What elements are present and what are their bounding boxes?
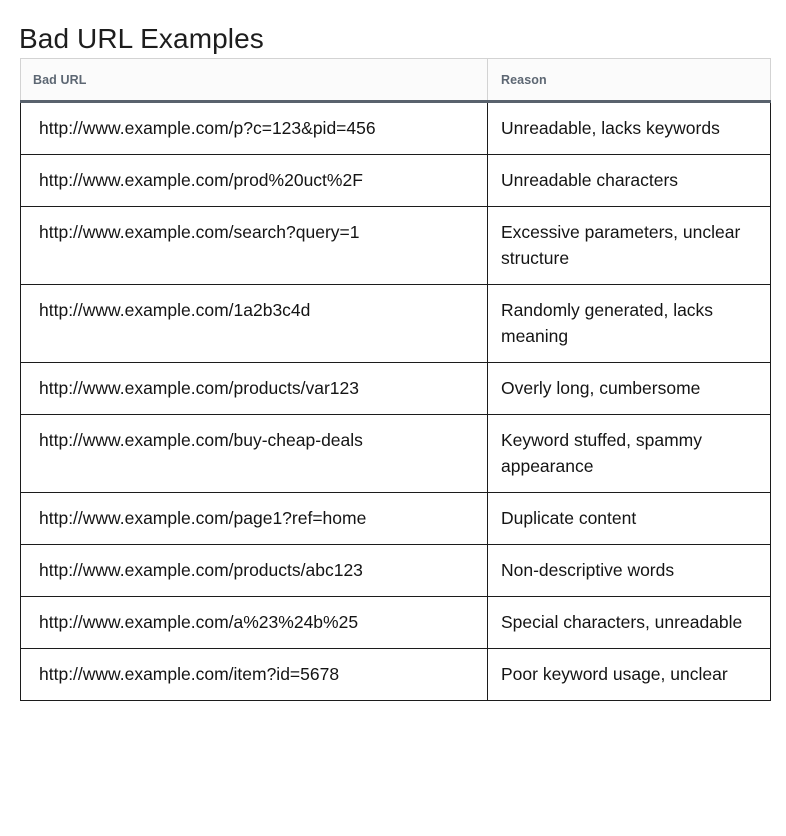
table-header <box>21 59 771 102</box>
cell-reason: Poor keyword usage, unclear <box>488 649 771 701</box>
cell-reason: Unreadable characters <box>488 155 771 207</box>
table-header-row <box>21 59 771 102</box>
bad-url-table-container <box>20 58 770 701</box>
cell-reason: Keyword stuffed, spammy appearance <box>488 415 771 493</box>
table-row <box>21 597 771 649</box>
table-row <box>21 545 771 597</box>
cell-reason: Excessive parameters, unclear structure <box>488 207 771 285</box>
page-title: Bad URL Examples <box>19 22 264 54</box>
column-header-bad-url: Bad URL <box>21 59 488 102</box>
cell-bad-url: http://www.example.com/products/abc123 <box>21 545 488 597</box>
cell-reason: Duplicate content <box>488 493 771 545</box>
table-row <box>21 285 771 363</box>
cell-bad-url: http://www.example.com/p?c=123&pid=456 <box>21 102 488 155</box>
table-row <box>21 493 771 545</box>
cell-bad-url: http://www.example.com/buy-cheap-deals <box>21 415 488 493</box>
table-body <box>21 102 771 701</box>
cell-reason: Randomly generated, lacks meaning <box>488 285 771 363</box>
cell-bad-url: http://www.example.com/1a2b3c4d <box>21 285 488 363</box>
bad-url-table <box>20 58 771 701</box>
cell-reason: Unreadable, lacks keywords <box>488 102 771 155</box>
column-header-reason: Reason <box>488 59 771 102</box>
table-row <box>21 649 771 701</box>
table-row <box>21 155 771 207</box>
table-row <box>21 415 771 493</box>
cell-bad-url: http://www.example.com/products/var123 <box>21 363 488 415</box>
cell-reason: Overly long, cumbersome <box>488 363 771 415</box>
cell-bad-url: http://www.example.com/a%23%24b%25 <box>21 597 488 649</box>
table-row <box>21 363 771 415</box>
cell-reason: Special characters, unreadable <box>488 597 771 649</box>
cell-bad-url: http://www.example.com/search?query=1 <box>21 207 488 285</box>
cell-reason: Non-descriptive words <box>488 545 771 597</box>
cell-bad-url: http://www.example.com/item?id=5678 <box>21 649 488 701</box>
cell-bad-url: http://www.example.com/prod%20uct%2F <box>21 155 488 207</box>
table-row <box>21 207 771 285</box>
cell-bad-url: http://www.example.com/page1?ref=home <box>21 493 488 545</box>
table-row <box>21 102 771 155</box>
